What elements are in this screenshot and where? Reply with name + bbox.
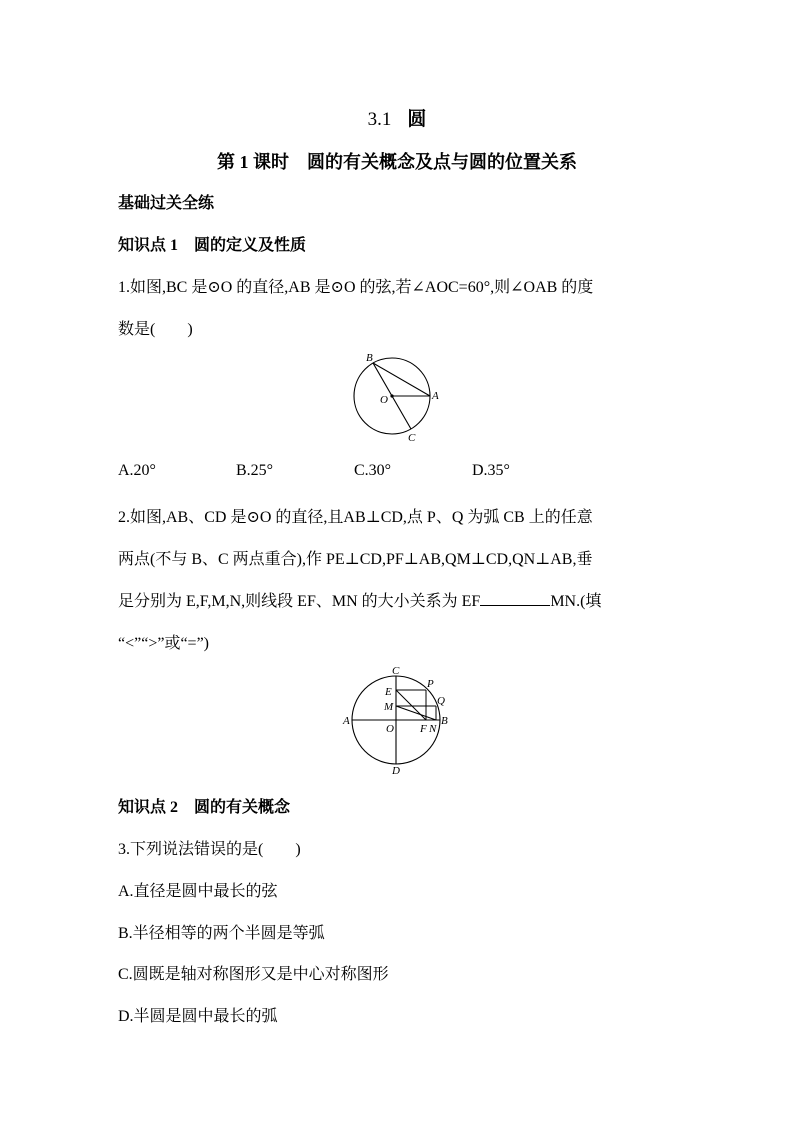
knowledge-point-1: 知识点 1 圆的定义及性质 xyxy=(118,237,307,254)
q2-label-m: M xyxy=(384,701,394,713)
knowledge-point-2: 知识点 2 圆的有关概念 xyxy=(118,799,291,816)
q2-line3 xyxy=(118,588,601,611)
q1-options xyxy=(118,462,510,480)
q2-line3-start: 足分别为 E,F,M,N,则线段 EF、MN 的大小关系为 EF xyxy=(118,593,481,610)
q2-label-o: O xyxy=(386,723,394,735)
q1-center-dot xyxy=(390,394,393,397)
q2-label-q: Q xyxy=(437,695,445,707)
q2-line3-end: MN.(填 xyxy=(550,593,602,610)
lesson-title xyxy=(0,104,794,131)
q3-option-b[interactable]: B.半径相等的两个半圆是等弧 xyxy=(118,925,325,942)
q2-figure xyxy=(338,662,458,777)
q3-option-c[interactable]: C.圆既是轴对称图形又是中心对称图形 xyxy=(118,966,389,983)
q1-option-a[interactable]: A.20° xyxy=(118,462,156,479)
q2-label-b: B xyxy=(441,715,448,727)
q2-answer-blank[interactable] xyxy=(480,591,550,606)
q2-label-p: P xyxy=(427,678,434,690)
q3-stem: 3.下列说法错误的是( ) xyxy=(118,841,301,858)
q2-segment-ef xyxy=(396,690,426,720)
q1-line2: 数是( ) xyxy=(118,321,193,338)
q2-label-d: D xyxy=(392,765,400,777)
q2-line1: 2.如图,AB、CD 是⊙O 的直径,且AB⊥CD,点 P、Q 为弧 CB 上的任意 xyxy=(118,509,593,526)
lesson-name: 圆 xyxy=(407,109,427,130)
q1-label-b: B xyxy=(366,352,373,364)
q1-label-c: C xyxy=(408,432,416,444)
q2-label-e: E xyxy=(385,686,392,698)
q1-option-d[interactable]: D.35° xyxy=(472,462,510,479)
q2-line2: 两点(不与 B、C 两点重合),作 PE⊥CD,PF⊥AB,QM⊥CD,QN⊥AB,垂 xyxy=(118,551,593,568)
q1-option-b[interactable]: B.25° xyxy=(236,462,274,479)
q1-chord-ab xyxy=(373,363,430,396)
q2-label-f: F xyxy=(420,723,427,735)
q1-line1: 1.如图,BC 是⊙O 的直径,AB 是⊙O 的弦,若∠AOC=60°,则∠OAB 的度 xyxy=(118,279,594,296)
q2-segment-mn xyxy=(396,706,436,720)
section-basic: 基础过关全练 xyxy=(118,195,215,212)
q1-figure xyxy=(340,345,450,445)
q2-label-c: C xyxy=(392,665,400,677)
q1-label-o: O xyxy=(380,394,388,406)
q2-label-n: N xyxy=(429,723,437,735)
lesson-number: 3.1 xyxy=(367,109,392,130)
q1-option-c[interactable]: C.30° xyxy=(354,462,392,479)
q3-option-d[interactable]: D.半圆是圆中最长的弧 xyxy=(118,1008,278,1025)
q3-option-a[interactable]: A.直径是圆中最长的弦 xyxy=(118,883,278,900)
lesson-subtitle: 第 1 课时 圆的有关概念及点与圆的位置关系 xyxy=(217,152,577,172)
q1-label-a: A xyxy=(432,390,439,402)
q2-label-a: A xyxy=(343,715,350,727)
q2-line4: “<”“>”或“=”) xyxy=(118,635,210,652)
